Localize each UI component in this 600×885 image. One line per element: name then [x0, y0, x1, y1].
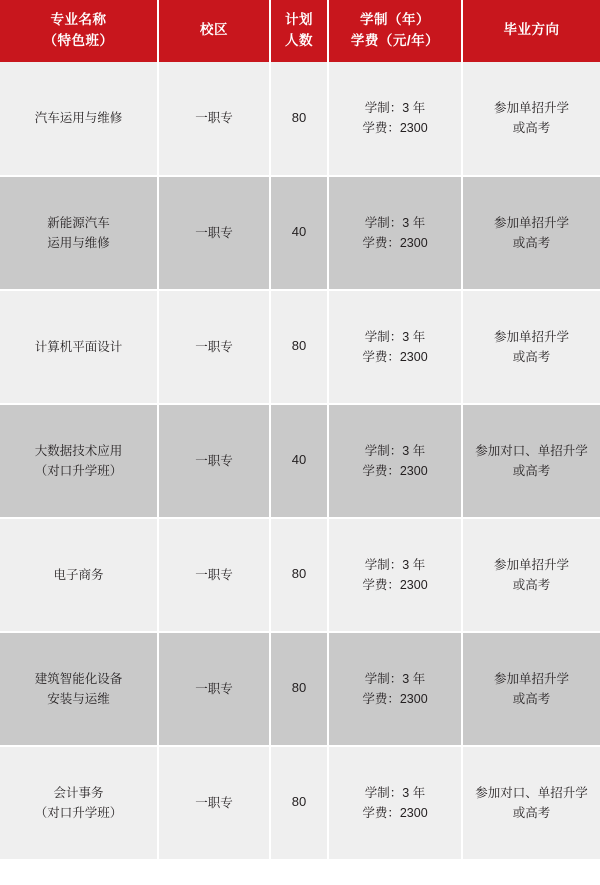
major-line1: 计算机平面设计: [34, 339, 123, 354]
direction-line2: 或高考: [512, 691, 551, 706]
table-body: [0, 62, 600, 860]
major-line1: 电子商务: [53, 567, 104, 582]
system-line1: 学制：3 年: [364, 443, 426, 458]
cell-campus: 一职专: [158, 518, 270, 632]
direction-line2: 或高考: [512, 463, 551, 478]
cell-direction: [462, 746, 600, 860]
major-line1: 会计事务: [53, 785, 104, 800]
direction-line1: 参加单招升学: [493, 557, 569, 572]
cell-plan: 80: [270, 632, 328, 746]
column-header-system-line1: 学制（年）: [360, 12, 430, 27]
cell-major: [0, 518, 158, 632]
cell-direction: [462, 62, 600, 176]
major-line1: 汽车运用与维修: [34, 111, 123, 126]
cell-direction: [462, 632, 600, 746]
header-row: [0, 0, 600, 62]
major-line2: （对口升学班）: [34, 805, 123, 820]
system-line2: 学费：2300: [362, 577, 428, 592]
cell-system: [328, 404, 462, 518]
cell-major: [0, 290, 158, 404]
cell-system: [328, 746, 462, 860]
direction-line2: 或高考: [512, 577, 551, 592]
column-header-campus-line1: 校区: [200, 22, 228, 38]
table-row: [0, 290, 600, 404]
cell-major: [0, 746, 158, 860]
major-line1: 新能源汽车: [47, 215, 110, 230]
cell-system: [328, 290, 462, 404]
system-line1: 学制：3 年: [364, 557, 426, 572]
cell-direction: [462, 176, 600, 290]
column-header-system-line2: 学费（元/年）: [350, 32, 440, 48]
cell-major: [0, 404, 158, 518]
cell-campus: 一职专: [158, 632, 270, 746]
column-header-plan-line2: 人数: [285, 32, 313, 48]
system-line2: 学费：2300: [362, 121, 428, 136]
major-line1: 大数据技术应用: [34, 443, 123, 458]
cell-direction: [462, 404, 600, 518]
system-line2: 学费：2300: [362, 691, 428, 706]
table-header: [0, 0, 600, 62]
cell-plan: 40: [270, 176, 328, 290]
direction-line1: 参加单招升学: [493, 671, 569, 686]
cell-campus: 一职专: [158, 176, 270, 290]
column-header-plan-line1: 计划: [285, 12, 313, 27]
major-line2: 安装与运维: [47, 691, 110, 706]
column-header-campus: [158, 0, 270, 62]
cell-major: [0, 62, 158, 176]
direction-line1: 参加单招升学: [493, 101, 569, 116]
cell-system: [328, 176, 462, 290]
table-row: [0, 176, 600, 290]
direction-line2: 或高考: [512, 805, 551, 820]
cell-major: [0, 176, 158, 290]
cell-campus: 一职专: [158, 746, 270, 860]
cell-campus: 一职专: [158, 290, 270, 404]
cell-system: [328, 62, 462, 176]
cell-major: [0, 632, 158, 746]
cell-campus: 一职专: [158, 404, 270, 518]
system-line1: 学制：3 年: [364, 215, 426, 230]
table-row: [0, 746, 600, 860]
direction-line2: 或高考: [512, 349, 551, 364]
system-line1: 学制：3 年: [364, 671, 426, 686]
column-header-system: [328, 0, 462, 62]
direction-line1: 参加单招升学: [493, 329, 569, 344]
cell-plan: 40: [270, 404, 328, 518]
cell-direction: [462, 290, 600, 404]
direction-line2: 或高考: [512, 235, 551, 250]
table-row: [0, 62, 600, 176]
major-line1: 建筑智能化设备: [34, 671, 123, 686]
cell-plan: 80: [270, 62, 328, 176]
system-line2: 学费：2300: [362, 349, 428, 364]
cell-campus: 一职专: [158, 62, 270, 176]
major-line2: （对口升学班）: [34, 463, 123, 478]
column-header-plan: [270, 0, 328, 62]
direction-line2: 或高考: [512, 121, 551, 136]
cell-direction: [462, 518, 600, 632]
direction-line1: 参加单招升学: [493, 215, 569, 230]
table-row: [0, 404, 600, 518]
table-row: [0, 518, 600, 632]
direction-line1: 参加对口、单招升学: [475, 443, 588, 458]
cell-plan: 80: [270, 746, 328, 860]
column-header-major-line2: （特色班）: [43, 32, 114, 48]
cell-system: [328, 518, 462, 632]
cell-system: [328, 632, 462, 746]
system-line1: 学制：3 年: [364, 101, 426, 116]
direction-line1: 参加对口、单招升学: [475, 785, 588, 800]
cell-plan: 80: [270, 290, 328, 404]
column-header-direction-line1: 毕业方向: [503, 22, 560, 38]
column-header-major-line1: 专业名称: [50, 12, 107, 27]
major-line2: 运用与维修: [47, 235, 110, 250]
system-line2: 学费：2300: [362, 805, 428, 820]
table-row: [0, 632, 600, 746]
system-line1: 学制：3 年: [364, 329, 426, 344]
system-line2: 学费：2300: [362, 463, 428, 478]
cell-plan: 80: [270, 518, 328, 632]
system-line1: 学制：3 年: [364, 785, 426, 800]
column-header-major: [0, 0, 158, 62]
column-header-direction: [462, 0, 600, 62]
system-line2: 学费：2300: [362, 235, 428, 250]
